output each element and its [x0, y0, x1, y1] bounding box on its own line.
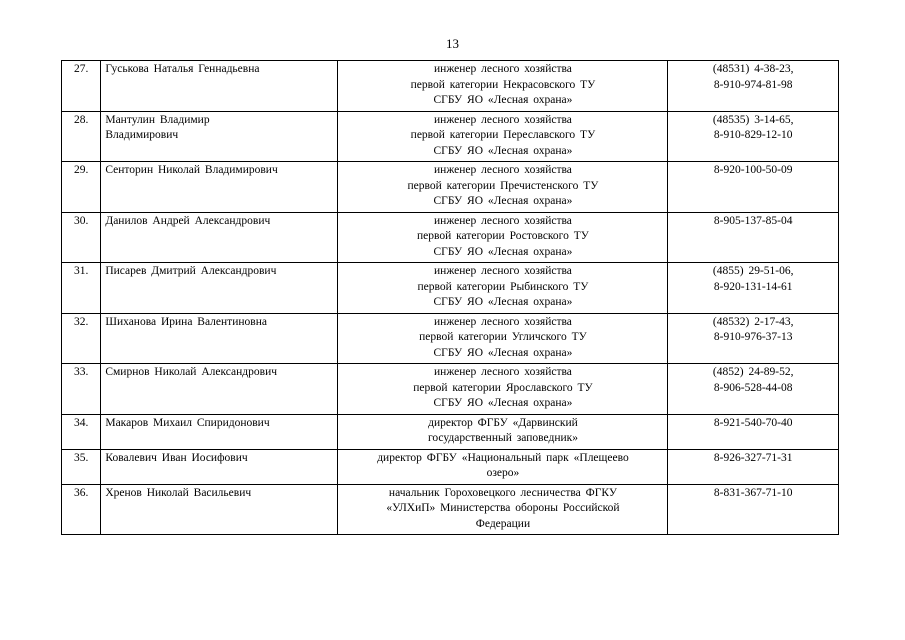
row-number-cell: 28. — [62, 111, 101, 162]
table-row — [62, 162, 839, 213]
phone-number: 8-905-137-85-04 — [713, 214, 793, 227]
phone-number: 8-910-829-12-10 — [713, 129, 793, 141]
staff-contacts-table — [61, 60, 839, 535]
table-body — [62, 61, 839, 535]
person-name-line: Гуськова Наталья Геннадьевна — [105, 63, 260, 75]
phone-number: 8-910-976-37-13 — [713, 331, 793, 343]
position-line: первой категории Угличского ТУ — [419, 331, 587, 343]
person-name-cell — [101, 414, 338, 449]
position-cell — [338, 61, 668, 112]
row-number-cell: 29. — [62, 162, 101, 213]
position-line: государственный заповедник» — [427, 432, 578, 444]
row-number-cell: 31. — [62, 263, 101, 314]
person-name-cell — [101, 263, 338, 314]
position-line: первой категории Ярославского ТУ — [413, 381, 593, 394]
person-name-cell — [101, 484, 338, 535]
position-line: СГБУ ЯО «Лесная охрана» — [433, 144, 573, 157]
person-name-cell — [101, 449, 338, 484]
phone-cell — [668, 364, 839, 415]
phone-number: 8-831-367-71-10 — [713, 486, 793, 499]
phone-cell — [668, 263, 839, 314]
person-name-line: Мантулин Владимир — [105, 113, 210, 126]
position-line: Федерации — [475, 517, 531, 530]
position-line: первой категории Рыбинского ТУ — [417, 280, 589, 293]
person-name-line: Макаров Михаил Спиридонович — [105, 416, 270, 429]
phone-cell — [668, 414, 839, 449]
phone-cell — [668, 111, 839, 162]
position-line: инженер лесного хозяйства — [434, 315, 572, 328]
phone-number: 8-906-528-44-08 — [713, 381, 793, 394]
table-row — [62, 61, 839, 112]
row-number-cell: 36. — [62, 484, 101, 535]
phone-number: 8-920-131-14-61 — [713, 280, 793, 293]
position-line: начальник Гороховецкого лесничества ФГКУ — [388, 486, 617, 499]
person-name-cell — [101, 313, 338, 364]
table-row — [62, 111, 839, 162]
phone-cell — [668, 61, 839, 112]
person-name-line: Сенторин Николай Владимирович — [105, 164, 278, 176]
position-line: инженер лесного хозяйства — [434, 214, 572, 227]
phone-cell — [668, 162, 839, 213]
position-line: СГБУ ЯО «Лесная охрана» — [433, 94, 573, 106]
person-name-cell — [101, 364, 338, 415]
position-cell — [338, 212, 668, 263]
table-row — [62, 364, 839, 415]
position-line: инженер лесного хозяйства — [434, 63, 572, 75]
person-name-cell — [101, 111, 338, 162]
phone-cell — [668, 212, 839, 263]
row-number-cell: 35. — [62, 449, 101, 484]
position-line: СГБУ ЯО «Лесная охрана» — [433, 346, 573, 359]
position-line: инженер лесного хозяйства — [434, 265, 572, 277]
person-name-cell — [101, 162, 338, 213]
position-line: СГБУ ЯО «Лесная охрана» — [433, 195, 573, 207]
position-cell — [338, 414, 668, 449]
position-line: первой категории Ростовского ТУ — [416, 230, 589, 242]
phone-number: (48531) 4-38-23, — [712, 63, 794, 75]
row-number-cell: 32. — [62, 313, 101, 364]
phone-cell — [668, 313, 839, 364]
person-name-line: Данилов Андрей Александрович — [105, 214, 271, 227]
position-cell — [338, 484, 668, 535]
phone-number: (48532) 2-17-43, — [712, 315, 794, 328]
table-row — [62, 484, 839, 535]
phone-cell — [668, 484, 839, 535]
person-name-line: Владимирович — [105, 129, 179, 141]
position-line: директор ФГБУ «Дарвинский — [428, 416, 578, 429]
table-row — [62, 414, 839, 449]
phone-number: 8-926-327-71-31 — [713, 451, 793, 464]
person-name-line: Шиханова Ирина Валентиновна — [105, 315, 267, 328]
row-number-cell: 34. — [62, 414, 101, 449]
phone-number: (4852) 24-89-52, — [712, 366, 794, 378]
position-line: озеро» — [486, 467, 520, 479]
position-line: первой категории Пречистенского ТУ — [407, 179, 599, 192]
position-line: СГБУ ЯО «Лесная охрана» — [433, 296, 573, 308]
position-cell — [338, 364, 668, 415]
page-number: 13 — [446, 36, 459, 51]
person-name-cell — [101, 212, 338, 263]
position-cell — [338, 449, 668, 484]
position-line: инженер лесного хозяйства — [434, 164, 572, 176]
position-line: СГБУ ЯО «Лесная охрана» — [433, 245, 573, 258]
position-line: СГБУ ЯО «Лесная охрана» — [433, 397, 573, 409]
position-cell — [338, 111, 668, 162]
position-line: «УЛХиП» Министерства обороны Российской — [386, 502, 620, 514]
position-line: первой категории Некрасовского ТУ — [410, 78, 596, 91]
position-line: инженер лесного хозяйства — [434, 366, 572, 378]
phone-number: 8-920-100-50-09 — [713, 164, 793, 176]
phone-cell — [668, 449, 839, 484]
position-cell — [338, 263, 668, 314]
person-name-line: Писарев Дмитрий Александрович — [105, 265, 277, 277]
table-row — [62, 313, 839, 364]
phone-number: 8-921-540-70-40 — [713, 416, 793, 429]
position-cell — [338, 313, 668, 364]
phone-number: (4855) 29-51-06, — [712, 265, 794, 277]
position-line: директор ФГБУ «Национальный парк «Плещеево — [377, 451, 629, 464]
row-number-cell: 33. — [62, 364, 101, 415]
position-line: первой категории Переславского ТУ — [410, 129, 596, 141]
table-row — [62, 263, 839, 314]
person-name-line: Смирнов Николай Александрович — [105, 366, 278, 378]
person-name-line: Ковалевич Иван Иосифович — [105, 451, 248, 464]
position-line: инженер лесного хозяйства — [434, 113, 572, 126]
table-row — [62, 212, 839, 263]
position-cell — [338, 162, 668, 213]
row-number-cell: 30. — [62, 212, 101, 263]
phone-number: 8-910-974-81-98 — [713, 78, 793, 91]
row-number-cell: 27. — [62, 61, 101, 112]
table-row — [62, 449, 839, 484]
phone-number: (48535) 3-14-65, — [712, 113, 794, 126]
person-name-line: Хренов Николай Васильевич — [105, 486, 252, 499]
person-name-cell — [101, 61, 338, 112]
